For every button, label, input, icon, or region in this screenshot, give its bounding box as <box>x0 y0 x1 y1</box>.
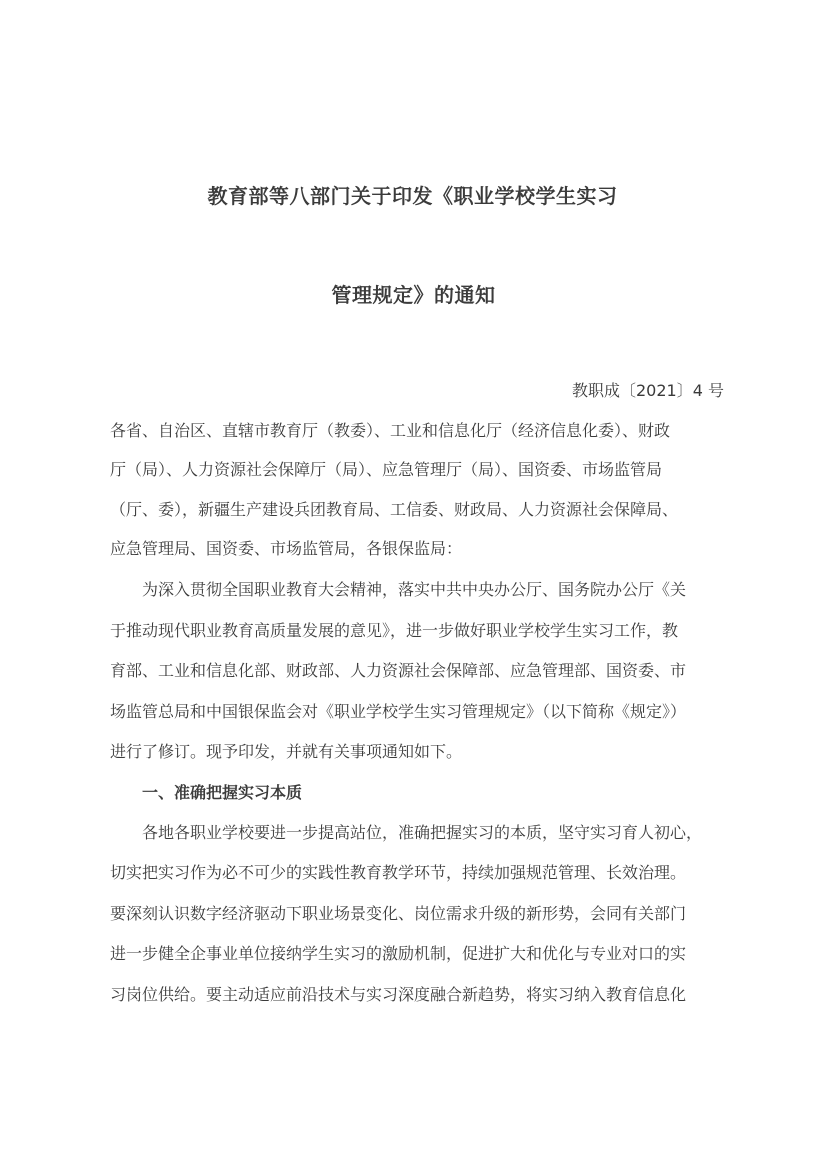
addressee-line: （厅、委），新疆生产建设兵团教育局、工信委、财政局、人力资源社会保障局、 <box>110 500 679 519</box>
section-paragraph-line: 各地各职业学校要进一步提高站位，准确把握实习的本质，坚守实习育人初心， <box>110 823 703 842</box>
intro-paragraph-line: 育部、工业和信息化部、财政部、人力资源社会保障部、应急管理部、国资委、市 <box>110 661 687 680</box>
section-paragraph-line: 习岗位供给。要主动适应前沿技术与实习深度融合新趋势，将实习纳入教育信息化 <box>110 985 687 1004</box>
intro-paragraph-line: 为深入贯彻全国职业教育大会精神，落实中共中央办公厅、国务院办公厅《关 <box>110 580 687 599</box>
document-number: 教职成〔2021〕4 号 <box>572 381 724 400</box>
intro-paragraph-line: 进行了修订。现予印发，并就有关事项通知如下。 <box>110 742 463 761</box>
intro-paragraph-line: 于推动现代职业教育高质量发展的意见》，进一步做好职业学校学生实习工作，教 <box>110 621 679 640</box>
section-heading: 一、准确把握实习本质 <box>110 783 303 802</box>
addressee-line: 厅（局）、人力资源社会保障厅（局）、应急管理厅（局）、国资委、市场监管局 <box>110 460 663 479</box>
section-paragraph-line: 切实把实习作为必不可少的实践性教育教学环节，持续加强规范管理、长效治理。 <box>110 863 687 882</box>
intro-paragraph-line: 场监管总局和中国银保监会对《职业学校学生实习管理规定》（以下简称《规定》） <box>110 702 687 721</box>
section-paragraph-line: 进一步健全企事业单位接纳学生实习的激励机制，促进扩大和优化与专业对口的实 <box>110 944 687 963</box>
addressee-line: 应急管理局、国资委、市场监管局，各银保监局： <box>110 539 463 558</box>
addressee-line: 各省、自治区、直辖市教育厅（教委）、工业和信息化厅（经济信息化委）、财政 <box>110 421 671 440</box>
section-paragraph-line: 要深刻认识数字经济驱动下职业场景变化、岗位需求升级的新形势，会同有关部门 <box>110 904 687 923</box>
document-title-line-1: 教育部等八部门关于印发《职业学校学生实习 <box>207 184 618 208</box>
document-title-line-2: 管理规定》的通知 <box>331 283 496 307</box>
